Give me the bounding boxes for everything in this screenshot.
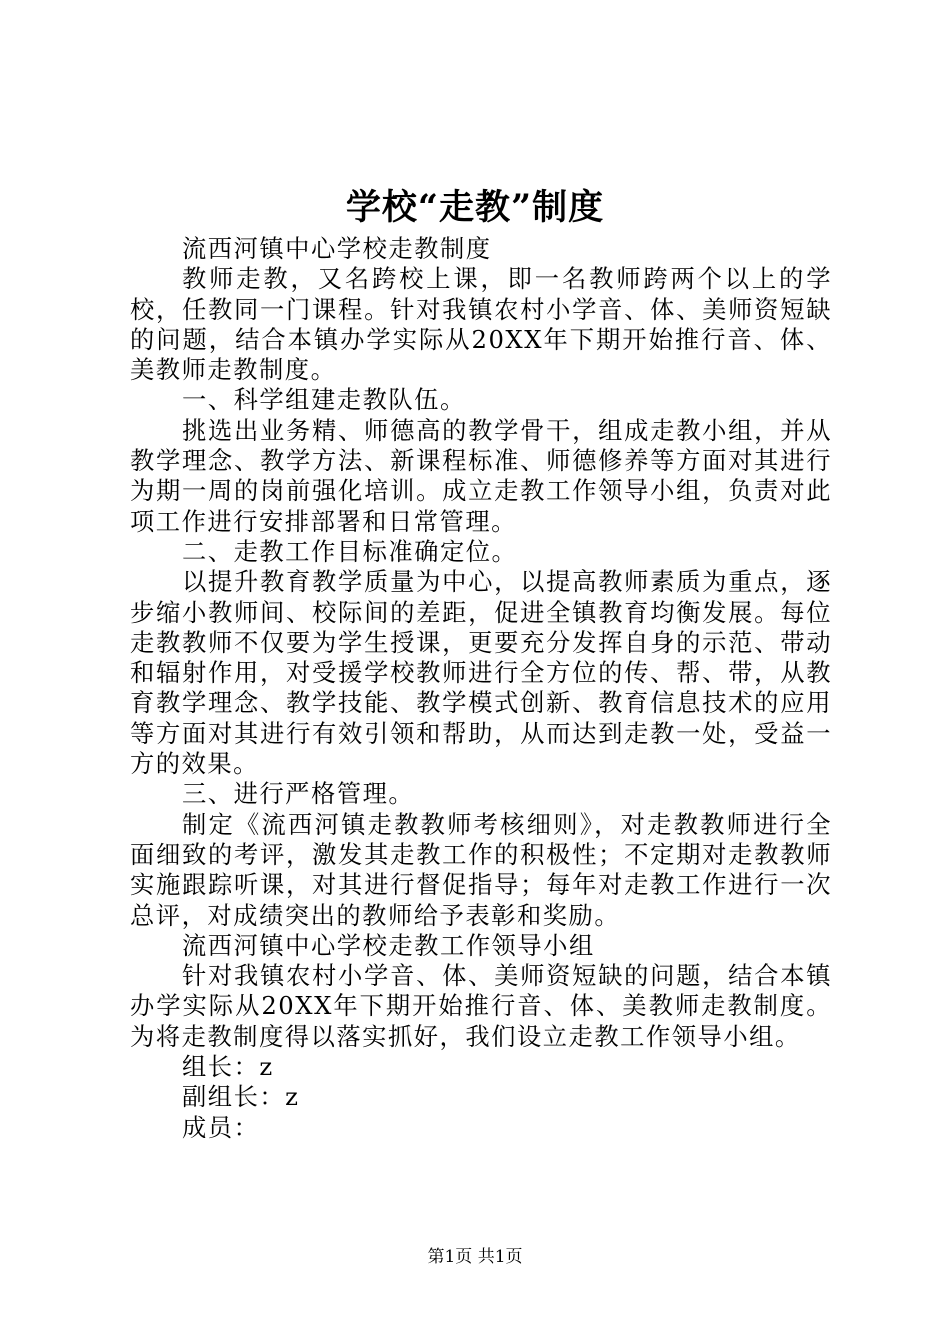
deputy-leader-line: 副组长：z: [182, 1082, 300, 1112]
document-body: [130, 234, 832, 1143]
document-title: 学校“走教”制度: [345, 187, 605, 228]
paragraph-section-1: 挑选出业务精、师德高的教学骨干，组成走教小组，并从教学理念、教学方法、新课程标准、师德修养等方面对其进行为期一周的岗前强化培训。成立走教工作领导小组，负责对此项工作进行安排部署和日常管理。: [130, 415, 832, 536]
paragraph-section-3: 制定《流西河镇走教教师考核细则》，对走教教师进行全面细致的考评，激发其走教工作的积极性；不定期对走教教师实施跟踪听课，对其进行督促指导；每年对走教工作进行一次总评，对成绩突出的教师给予表彰和奖励。: [130, 809, 832, 930]
section-heading-1: 一、科学组建走教队伍。: [182, 385, 466, 415]
section-heading-3: 三、进行严格管理。: [182, 779, 415, 809]
paragraph-school-heading: 流西河镇中心学校走教制度: [182, 234, 492, 263]
members-line: 成员：: [182, 1112, 260, 1142]
paragraph-section-2: 以提升教育教学质量为中心，以提高教师素质为重点，逐步缩小教师间、校际间的差距，促进全镇教育均衡发展。每位走教教师不仅要为学生授课，更要充分发挥自身的示范、带动和辐射作用，对受援学校教师进行全方位的传、帮、带，从教育教学理念、教学技能、教学模式创新、教育信息技术的应用等方面对其进行有效引领和帮助，从而达到走教一处，受益一方的效果。: [130, 567, 832, 779]
page-number-footer: 第1页 共1页: [427, 1247, 523, 1267]
paragraph-group-intro: 针对我镇农村小学音、体、美师资短缺的问题，结合本镇办学实际从20XX年下期开始推行音、体、美教师走教制度。为将走教制度得以落实抓好，我们设立走教工作领导小组。: [130, 961, 832, 1051]
section-heading-2: 二、走教工作目标准确定位。: [182, 536, 518, 566]
paragraph-intro: 教师走教，又名跨校上课，即一名教师跨两个以上的学校，任教同一门课程。针对我镇农村小学音、体、美师资短缺的问题，结合本镇办学实际从20XX年下期开始推行音、体、美教师走教制度。: [130, 264, 832, 385]
group-leader-line: 组长：z: [182, 1052, 274, 1082]
paragraph-group-heading: 流西河镇中心学校走教工作领导小组: [182, 930, 595, 960]
